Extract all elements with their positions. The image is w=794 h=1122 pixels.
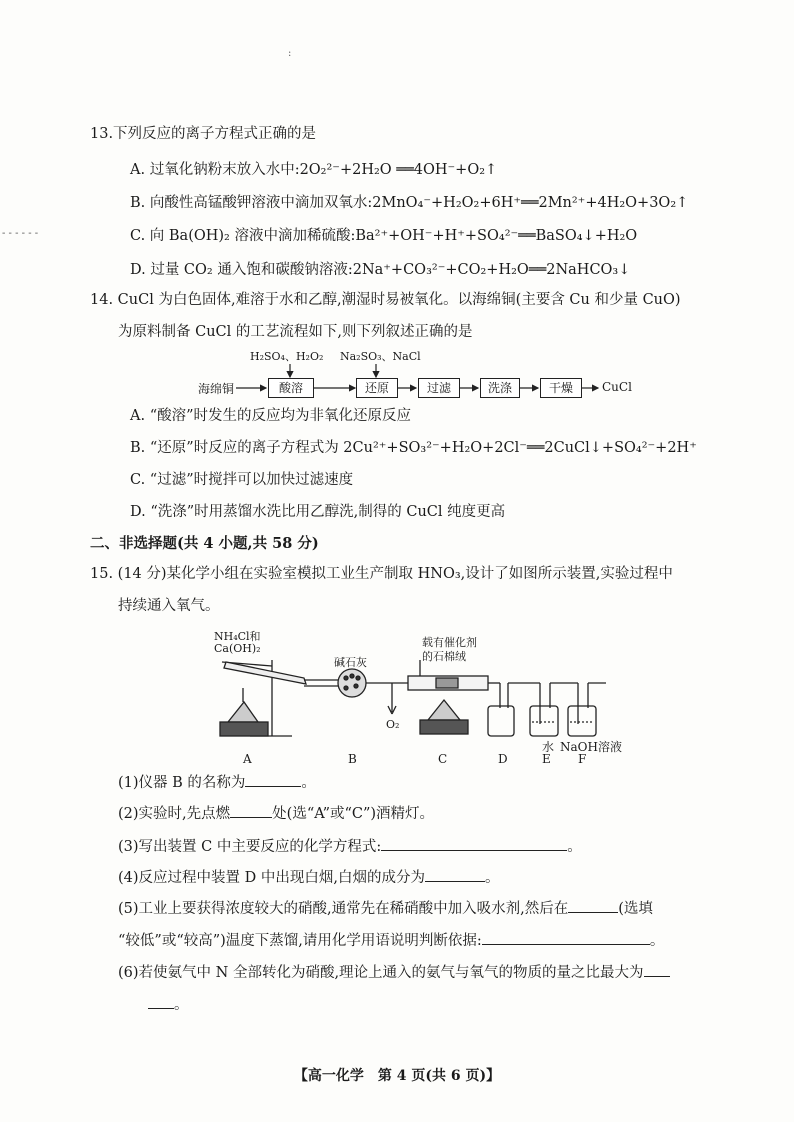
label-b: B xyxy=(348,752,357,766)
q14-option-c: C. “过滤”时搅拌可以加快过滤速度 xyxy=(130,472,354,488)
catalyst-line1: 载有催化剂 xyxy=(422,636,477,649)
flow-step-wash: 洗涤 xyxy=(480,378,520,398)
q15-part6-cont: 。 xyxy=(148,994,189,1015)
q14-stem-1: 14. CuCl 为白色固体,难溶于水和乙醇,潮湿时易被氧化。以海绵铜(主要含 Cu 和少量 CuO) xyxy=(90,292,681,308)
q14-stem-2: 为原料制备 CuCl 的工艺流程如下,则下列叙述正确的是 xyxy=(118,324,473,340)
q15-part1: (1)仪器 B 的名称为 。 xyxy=(118,772,316,793)
scan-mark: - - - - - - xyxy=(2,228,39,239)
q15-part4: (4)反应过程中装置 D 中出现白烟,白烟的成分为 。 xyxy=(118,867,500,888)
reagent-a-line1: NH₄Cl和 xyxy=(214,630,261,643)
reagent-a-line2: Ca(OH)₂ xyxy=(214,642,261,655)
flow-step-filter: 过滤 xyxy=(418,378,460,398)
label-d: D xyxy=(498,752,508,766)
answer-blank[interactable] xyxy=(148,994,174,1009)
q15-part6: (6)若使氨气中 N 全部转化为硝酸,理论上通入的氨气与氧气的物质的量之比最大为 xyxy=(118,962,670,983)
answer-blank[interactable] xyxy=(425,867,485,882)
label-f: F xyxy=(578,752,587,766)
answer-blank[interactable] xyxy=(245,772,301,787)
q15-part3: (3)写出装置 C 中主要反应的化学方程式: 。 xyxy=(118,836,582,857)
q15-stem-1: 15. (14 分)某化学小组在实验室模拟工业生产制取 HNO₃,设计了如图所示装置,实验过程中 xyxy=(90,566,673,582)
q13-option-d: D. 过量 CO₂ 通入饱和碳酸钠溶液:2Na⁺+CO₃²⁻+CO₂+H₂O══2NaHCO₃↓ xyxy=(130,262,631,278)
answer-blank[interactable] xyxy=(230,803,272,818)
page-footer: 【高一化学 第 4 页(共 6 页)】 xyxy=(293,1068,501,1084)
catalyst-line2: 的石棉绒 xyxy=(422,650,466,663)
q14-option-b: B. “还原”时反应的离子方程式为 2Cu²⁺+SO₃²⁻+H₂O+2Cl⁻══2CuCl↓+SO₄²⁻+2H⁺ xyxy=(130,440,697,456)
q14-option-d: D. “洗涤”时用蒸馏水洗比用乙醇洗,制得的 CuCl 纯度更高 xyxy=(130,504,506,520)
answer-blank[interactable] xyxy=(568,898,618,913)
label-a: A xyxy=(243,752,252,766)
q13-option-b: B. 向酸性高锰酸钾溶液中滴加双氧水:2MnO₄⁻+H₂O₂+6H⁺══2Mn²⁺+4H₂O+3O₂↑ xyxy=(130,195,689,211)
flow-step-reduce: 还原 xyxy=(356,378,398,398)
reagent-label-2: Na₂SO₃、NaCl xyxy=(340,350,421,363)
section-heading: 二、非选择题(共 4 小题,共 58 分) xyxy=(90,535,319,552)
label-c: C xyxy=(438,752,448,766)
flow-end: CuCl xyxy=(602,380,632,394)
scan-mark: : xyxy=(288,48,292,59)
label-e: E xyxy=(542,752,551,766)
q13-option-c: C. 向 Ba(OH)₂ 溶液中滴加稀硫酸:Ba²⁺+OH⁻+H⁺+SO₄²⁻══BaSO₄↓+H₂O xyxy=(130,228,638,244)
soda-lime-label: 碱石灰 xyxy=(334,656,367,669)
flow-start: 海绵铜 xyxy=(198,382,235,396)
flow-step-dissolve: 酸溶 xyxy=(268,378,314,398)
answer-blank[interactable] xyxy=(644,962,670,977)
reagent-label-1: H₂SO₄、H₂O₂ xyxy=(250,350,324,363)
q14-option-a: A. “酸溶”时发生的反应均为非氧化还原反应 xyxy=(130,408,412,424)
q15-part5: (5)工业上要获得浓度较大的硝酸,通常先在稀硝酸中加入吸水剂,然后在 (选填 xyxy=(118,898,653,919)
q15-part2: (2)实验时,先点燃 处(选“A”或“C”)酒精灯。 xyxy=(118,803,434,824)
flow-step-dry: 干燥 xyxy=(540,378,582,398)
naoh-label: NaOH溶液 xyxy=(560,740,622,754)
q15-stem-2: 持续通入氧气。 xyxy=(118,598,220,614)
answer-blank[interactable] xyxy=(482,930,650,945)
q13-option-a: A. 过氧化钠粉末放入水中:2O₂²⁻+2H₂O ══4OH⁻+O₂↑ xyxy=(130,162,498,178)
q15-part5-cont: “较低”或“较高”)温度下蒸馏,请用化学用语说明判断依据: 。 xyxy=(118,930,664,951)
answer-blank[interactable] xyxy=(381,836,567,851)
q13-stem: 13.下列反应的离子方程式正确的是 xyxy=(90,126,317,142)
oxygen-label: O₂ xyxy=(386,718,400,731)
water-label: 水 xyxy=(542,740,555,754)
